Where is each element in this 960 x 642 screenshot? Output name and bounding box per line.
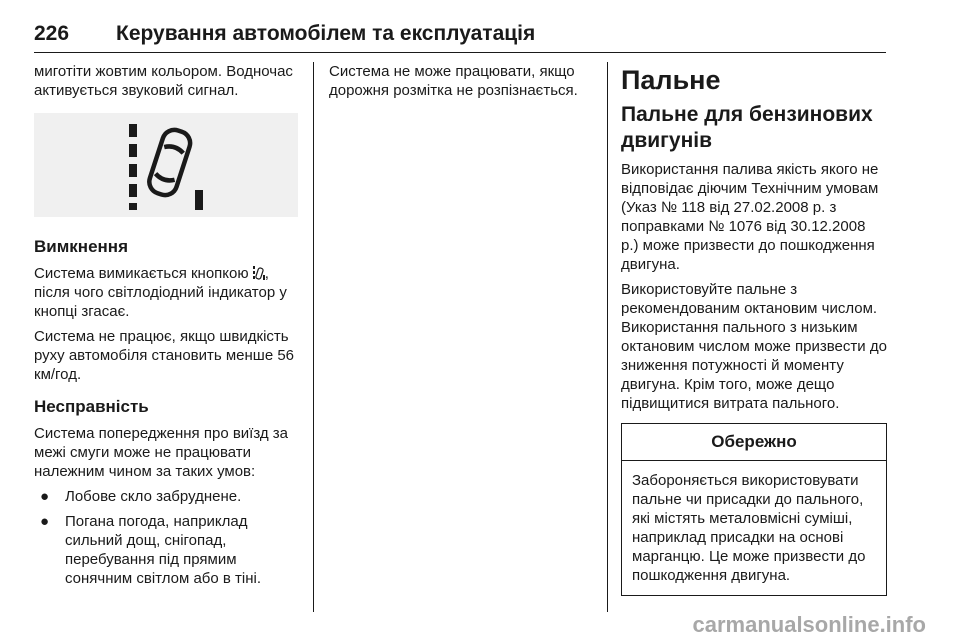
column-separator <box>313 62 314 612</box>
fault-conditions-list <box>34 487 298 588</box>
heading-off: Вимкнення <box>34 237 128 256</box>
bullet-dot: ● <box>40 488 50 505</box>
off-paragraph: Система вимикається кнопкою , після чого світлодіодний індикатор у кнопці згасає. <box>34 265 287 320</box>
page-header <box>34 22 886 53</box>
column-separator <box>607 62 608 612</box>
caution-box <box>621 423 887 596</box>
octane-paragraph: Використовуйте пальне з рекомендованим октановим числом. Використання пального з низьким октановим числом може призвести до зниження потужності й моменту двигуна. Крім того, може дещо підвищитися витрата пального. <box>621 281 887 412</box>
column-left <box>34 62 298 594</box>
watermark: carmanualsonline.info <box>692 612 926 637</box>
heading-fault: Несправність <box>34 397 149 416</box>
page-number: 226 <box>34 22 70 45</box>
section-title-fuel: Пальне <box>621 65 721 95</box>
subsection-title-petrol: Пальне для бензинових двигунів <box>621 103 873 152</box>
bullet-dot: ● <box>40 513 50 530</box>
column-middle <box>329 62 597 106</box>
fuel-quality-paragraph: Використання палива якість якого не відповідає діючим Технічним умовам (Указ № 118 від 27.02.2008 р. з поправками № 1076 від 30.12.2008 р.) може призвести до пошкодження двигуна. <box>621 161 879 273</box>
caution-title: Обережно <box>622 424 886 461</box>
lane-departure-figure <box>34 113 298 217</box>
road-marking-paragraph: Система не може працювати, якщо дорожня розмітка не розпізнається. <box>329 63 578 99</box>
running-title: Керування автомобілем та експлуатація <box>116 22 536 45</box>
caution-text: Забороняється використовувати пальне чи присадки до пального, які містять металовмісні суміші, наприклад присадки на основі марганцю. Це може призвести до пошкодження двигуна. <box>632 472 866 584</box>
lane-keep-car-icon <box>121 120 211 210</box>
list-item: ● Лобове скло забруднене. <box>40 488 242 505</box>
lane-keep-button-icon <box>253 266 265 280</box>
off-condition-paragraph: Система не працює, якщо швидкість руху автомобіля становить менше 56 км/год. <box>34 328 295 383</box>
list-item: ● Погана погода, наприклад сильний дощ, снігопад, перебування під прямим сонячним світлом або в тіні. <box>40 513 262 587</box>
caution-body <box>622 461 886 595</box>
column-right <box>621 62 887 596</box>
fault-paragraph: Система попередження про виїзд за межі смуги може не працювати належним чином за таких умов: <box>34 425 289 480</box>
intro-paragraph: миготіти жовтим кольором. Водночас активується звуковий сигнал. <box>34 63 293 99</box>
